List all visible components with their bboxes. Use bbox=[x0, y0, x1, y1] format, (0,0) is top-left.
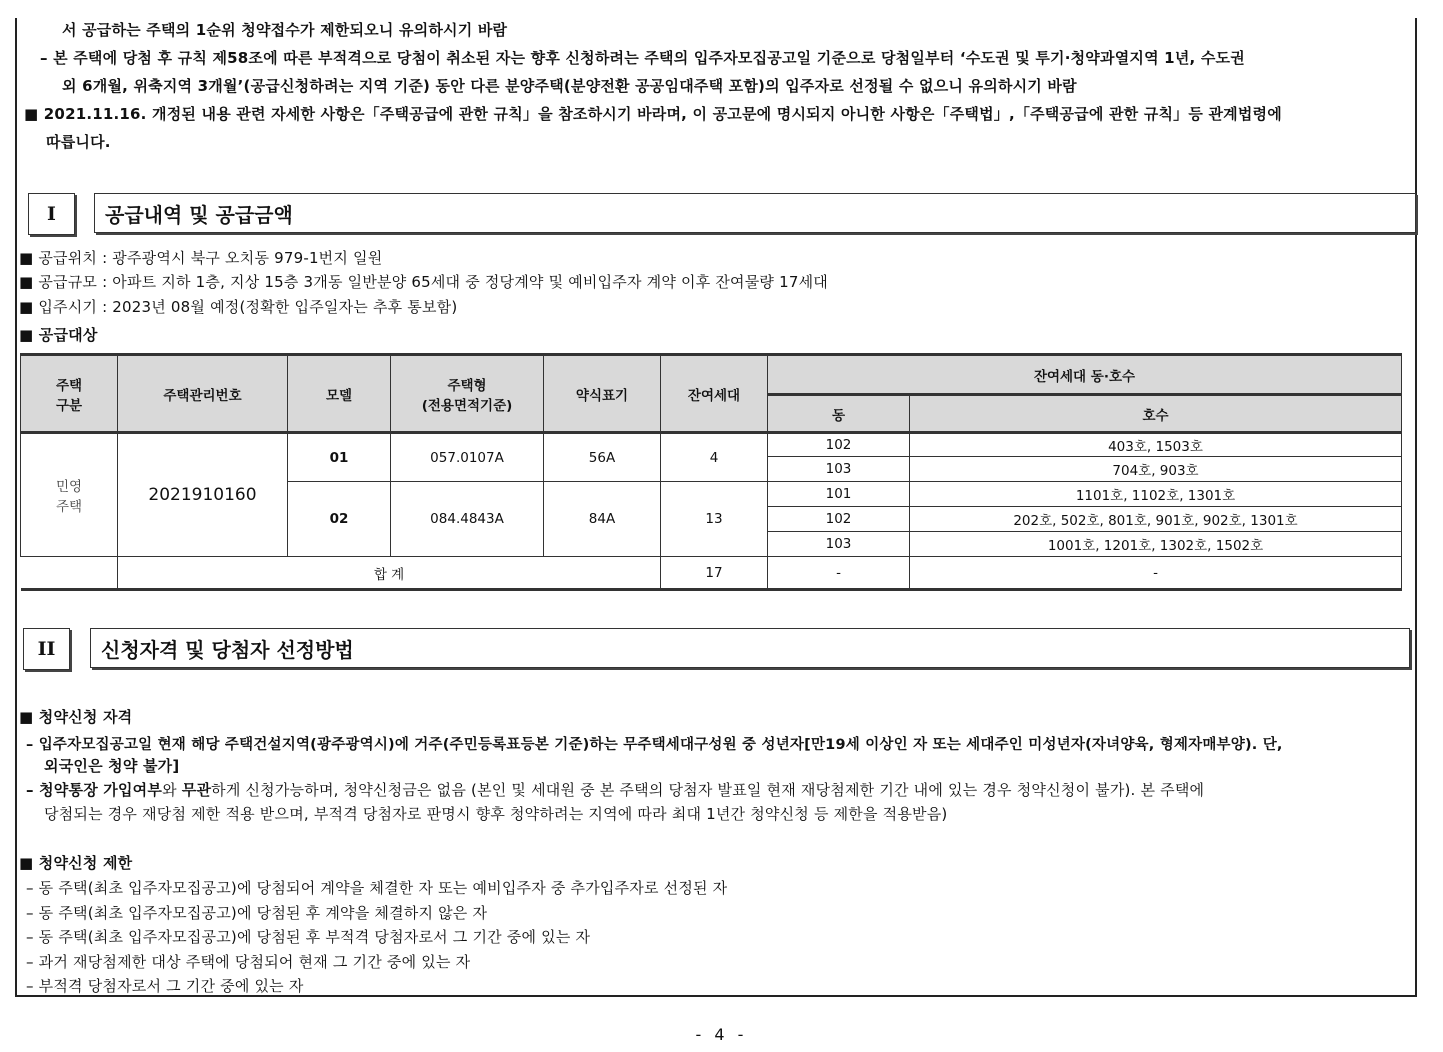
header-house-type: 주택 구분 bbox=[21, 355, 118, 433]
header-housing-type: 주택형 (전용면적기준) bbox=[391, 355, 544, 433]
supply-scale: ■ 공급규모 : 아파트 지하 1층, 지상 15층 3개동 일반분양 65세대 중 정당계약 및 예비입주자 계약 이후 잔여물량 17세대 bbox=[19, 273, 828, 291]
header-dong: 동 bbox=[768, 395, 910, 433]
header-ho: 호수 bbox=[910, 395, 1402, 433]
header-remain: 잔여세대 bbox=[661, 355, 768, 433]
section-header-1 bbox=[28, 193, 1416, 233]
notice-line: ■ 2021.11.16. 개정된 내용 관련 자세한 사항은「주택공급에 관한 규칙」을 참조하시기 바라며, 이 공고문에 명시되지 아니한 사항은「주택법」,「주택공급에 관한 규칙」등 관계법령에 bbox=[24, 105, 1282, 123]
notice-line: 외 6개월, 위축지역 3개월’(공급신청하려는 지역 기준) 동안 다른 분양주택(분양전환 공공임대주택 포함)의 입주자로 선정될 수 없으니 유의하시기 바람 bbox=[62, 77, 1077, 95]
qualification-text: – 입주자모집공고일 현재 해당 주택건설지역(광주광역시)에 거주(주민등록표등본 기준)하는 무주택세대구성원 중 성년자[만19세 이상인 자 또는 세대주인 미성년자(자녀양육, 형제자매부양). 단, bbox=[26, 737, 1283, 753]
type-cell: 084.4843A bbox=[391, 482, 544, 557]
supply-table bbox=[20, 353, 1402, 591]
dong-cell: 102 bbox=[768, 507, 910, 532]
ho-cell: 704호, 903호 bbox=[910, 457, 1402, 482]
qualification-text: – 청약통장 가입여부와 무관하게 신청가능하며, 청약신청금은 없음 (본인 및 세대원 중 본 주택의 당첨자 발표일 현재 재당첨제한 기간 내에 있는 경우 청약신청이 불가). 본 주택에 bbox=[26, 781, 1205, 799]
total-label: 합 계 bbox=[118, 557, 661, 590]
total-row bbox=[21, 557, 1402, 590]
notice-line: 서 공급하는 주택의 1순위 청약접수가 제한되오니 유의하시기 바람 bbox=[62, 21, 508, 39]
restriction-item: – 동 주택(최초 입주자모집공고)에 당첨된 후 계약을 체결하지 않은 자 bbox=[26, 904, 488, 922]
header-remain-units: 잔여세대 동·호수 bbox=[768, 355, 1402, 395]
header-model: 모델 bbox=[288, 355, 391, 433]
header-short: 약식표기 bbox=[544, 355, 661, 433]
qualification-text: 외국인은 청약 불가] bbox=[44, 757, 180, 775]
move-in-date: ■ 입주시기 : 2023년 08월 예정(정확한 입주일자는 추후 통보함) bbox=[19, 298, 458, 316]
restriction-item: – 동 주택(최초 입주자모집공고)에 당첨되어 계약을 체결한 자 또는 예비입주자 중 추가입주자로 선정된 자 bbox=[26, 879, 728, 897]
total-dong: - bbox=[768, 557, 910, 590]
remain-cell: 13 bbox=[661, 482, 768, 557]
supply-location: ■ 공급위치 : 광주광역시 북구 오치동 979-1번지 일원 bbox=[19, 249, 383, 267]
restriction-item: – 부적격 당첨자로서 그 기간 중에 있는 자 bbox=[26, 977, 304, 995]
page-number: - 4 - bbox=[695, 1025, 748, 1044]
restriction-item: – 과거 재당첨제한 대상 주택에 당첨되어 현재 그 기간 중에 있는 자 bbox=[26, 953, 471, 971]
section-title: 공급내역 및 공급금액 bbox=[94, 193, 1416, 233]
total-ho: - bbox=[910, 557, 1402, 590]
total-remain: 17 bbox=[661, 557, 768, 590]
header-mgmt-no: 주택관리번호 bbox=[118, 355, 288, 433]
dong-cell: 103 bbox=[768, 532, 910, 557]
qualification-heading: ■ 청약신청 자격 bbox=[19, 708, 133, 726]
notice-line: – 본 주택에 당첨 후 규칙 제58조에 따른 부적격으로 당첨이 취소된 자는 향후 신청하려는 주택의 입주자모집공고일 기준으로 당첨일부터 ‘수도권 및 투기·청약과열지역 1년, 수도권 bbox=[40, 49, 1245, 67]
section-number: II bbox=[23, 628, 70, 670]
section-header-2 bbox=[23, 628, 1410, 668]
ho-cell: 403호, 1503호 bbox=[910, 433, 1402, 457]
short-cell: 56A bbox=[544, 433, 661, 482]
supply-target-heading: ■ 공급대상 bbox=[19, 326, 98, 344]
dong-cell: 103 bbox=[768, 457, 910, 482]
ho-cell: 202호, 502호, 801호, 901호, 902호, 1301호 bbox=[910, 507, 1402, 532]
mgmt-no-cell: 2021910160 bbox=[118, 433, 288, 557]
house-type-cell: 민영 주택 bbox=[21, 433, 118, 557]
restriction-heading: ■ 청약신청 제한 bbox=[19, 854, 133, 872]
type-cell: 057.0107A bbox=[391, 433, 544, 482]
qualification-text: 당첨되는 경우 재당첨 제한 적용 받으며, 부적격 당첨자로 판명시 향후 청약하려는 지역에 따라 최대 1년간 청약신청 등 제한을 적용받음) bbox=[44, 805, 948, 823]
section-number: I bbox=[28, 193, 75, 235]
remain-cell: 4 bbox=[661, 433, 768, 482]
model-cell: 02 bbox=[288, 482, 391, 557]
model-cell: 01 bbox=[288, 433, 391, 482]
section-title: 신청자격 및 당첨자 선정방법 bbox=[90, 628, 1410, 668]
restriction-item: – 동 주택(최초 입주자모집공고)에 당첨된 후 부적격 당첨자로서 그 기간 중에 있는 자 bbox=[26, 928, 591, 946]
dong-cell: 102 bbox=[768, 433, 910, 457]
notice-line: 따릅니다. bbox=[46, 133, 111, 151]
dong-cell: 101 bbox=[768, 482, 910, 507]
ho-cell: 1001호, 1201호, 1302호, 1502호 bbox=[910, 532, 1402, 557]
short-cell: 84A bbox=[544, 482, 661, 557]
table-row bbox=[21, 433, 1402, 457]
ho-cell: 1101호, 1102호, 1301호 bbox=[910, 482, 1402, 507]
